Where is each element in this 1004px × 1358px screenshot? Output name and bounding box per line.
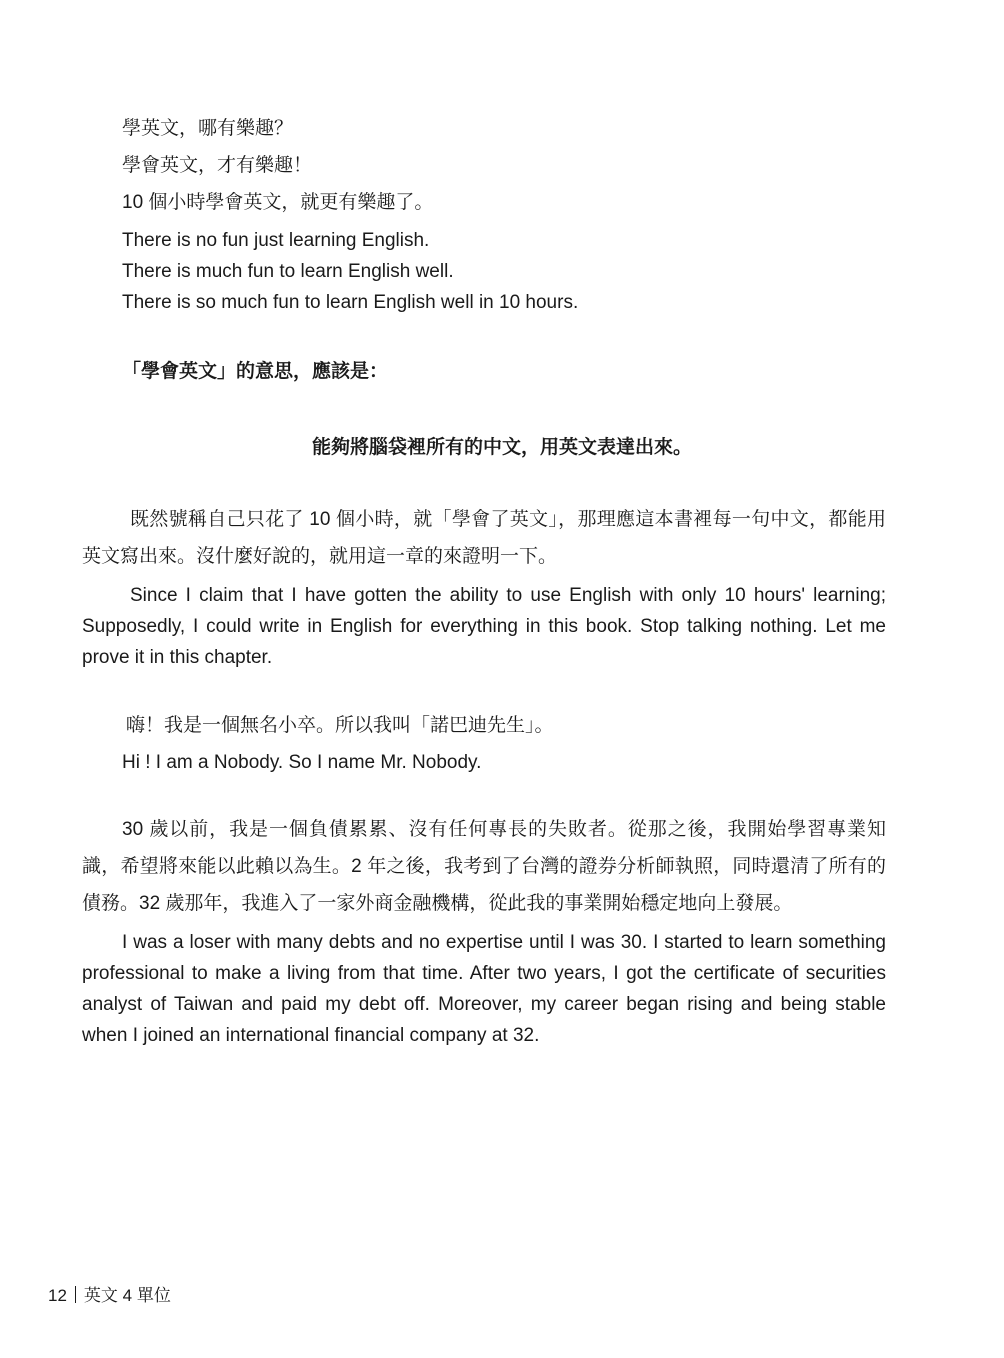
meaning-statement: 能夠將腦袋裡所有的中文，用英文表達出來。: [311, 437, 692, 458]
meaning-heading: 「學會英文」的意思，應該是：: [122, 361, 389, 382]
section-title: 英文 4 單位: [83, 1286, 171, 1305]
page-number: 12: [48, 1286, 67, 1305]
page-footer: [48, 1284, 171, 1308]
intro-en-line-1: There is no fun just learning English.: [122, 230, 430, 251]
greeting-zh: 嗨！我是一個無名小卒。所以我叫「諾巴迪先生」。: [126, 715, 554, 736]
intro-en-line-2: There is much fun to learn English well.: [122, 261, 454, 282]
claim-zh-paragraph: 既然號稱自己只花了 10 個小時，就「學會了英文」，那理應這本書裡每一句中文，都能用英文寫出來。沒什麼好說的，就用這一章的來證明一下。: [82, 509, 886, 567]
story-en-paragraph: I was a loser with many debts and no expertise until I was 30. I started to learn something professional to make a living from that time. After two years, I got the certificate of securities analyst of Taiwan and paid my debt off. Moreover, my career began rising and being stable when I joined an international financial company at 32.: [82, 932, 886, 1046]
claim-en-paragraph: Since I claim that I have gotten the ability to use English with only 10 hours' learning; Supposedly, I could write in English for everything in this book. Stop talking nothing. Let me prove it in this chapter.: [82, 585, 886, 668]
footer-divider: [75, 1286, 76, 1303]
story-zh-paragraph: 30 歲以前，我是一個負債累累、沒有任何專長的失敗者。從那之後，我開始學習專業知識，希望將來能以此賴以為生。2 年之後，我考到了台灣的證券分析師執照，同時還清了所有的債務。32 歲那年，我進入了一家外商金融機構，從此我的事業開始穩定地向上發展。: [82, 819, 886, 914]
intro-en-line-3: There is so much fun to learn English well in 10 hours.: [122, 292, 579, 313]
intro-zh-line-3: 10 個小時學會英文，就更有樂趣了。: [122, 192, 434, 213]
greeting-en: Hi ! I am a Nobody. So I name Mr. Nobody.: [122, 752, 482, 773]
intro-zh-line-1: 學英文，哪有樂趣？: [122, 118, 294, 139]
intro-zh-line-2: 學會英文，才有樂趣！: [122, 155, 313, 176]
